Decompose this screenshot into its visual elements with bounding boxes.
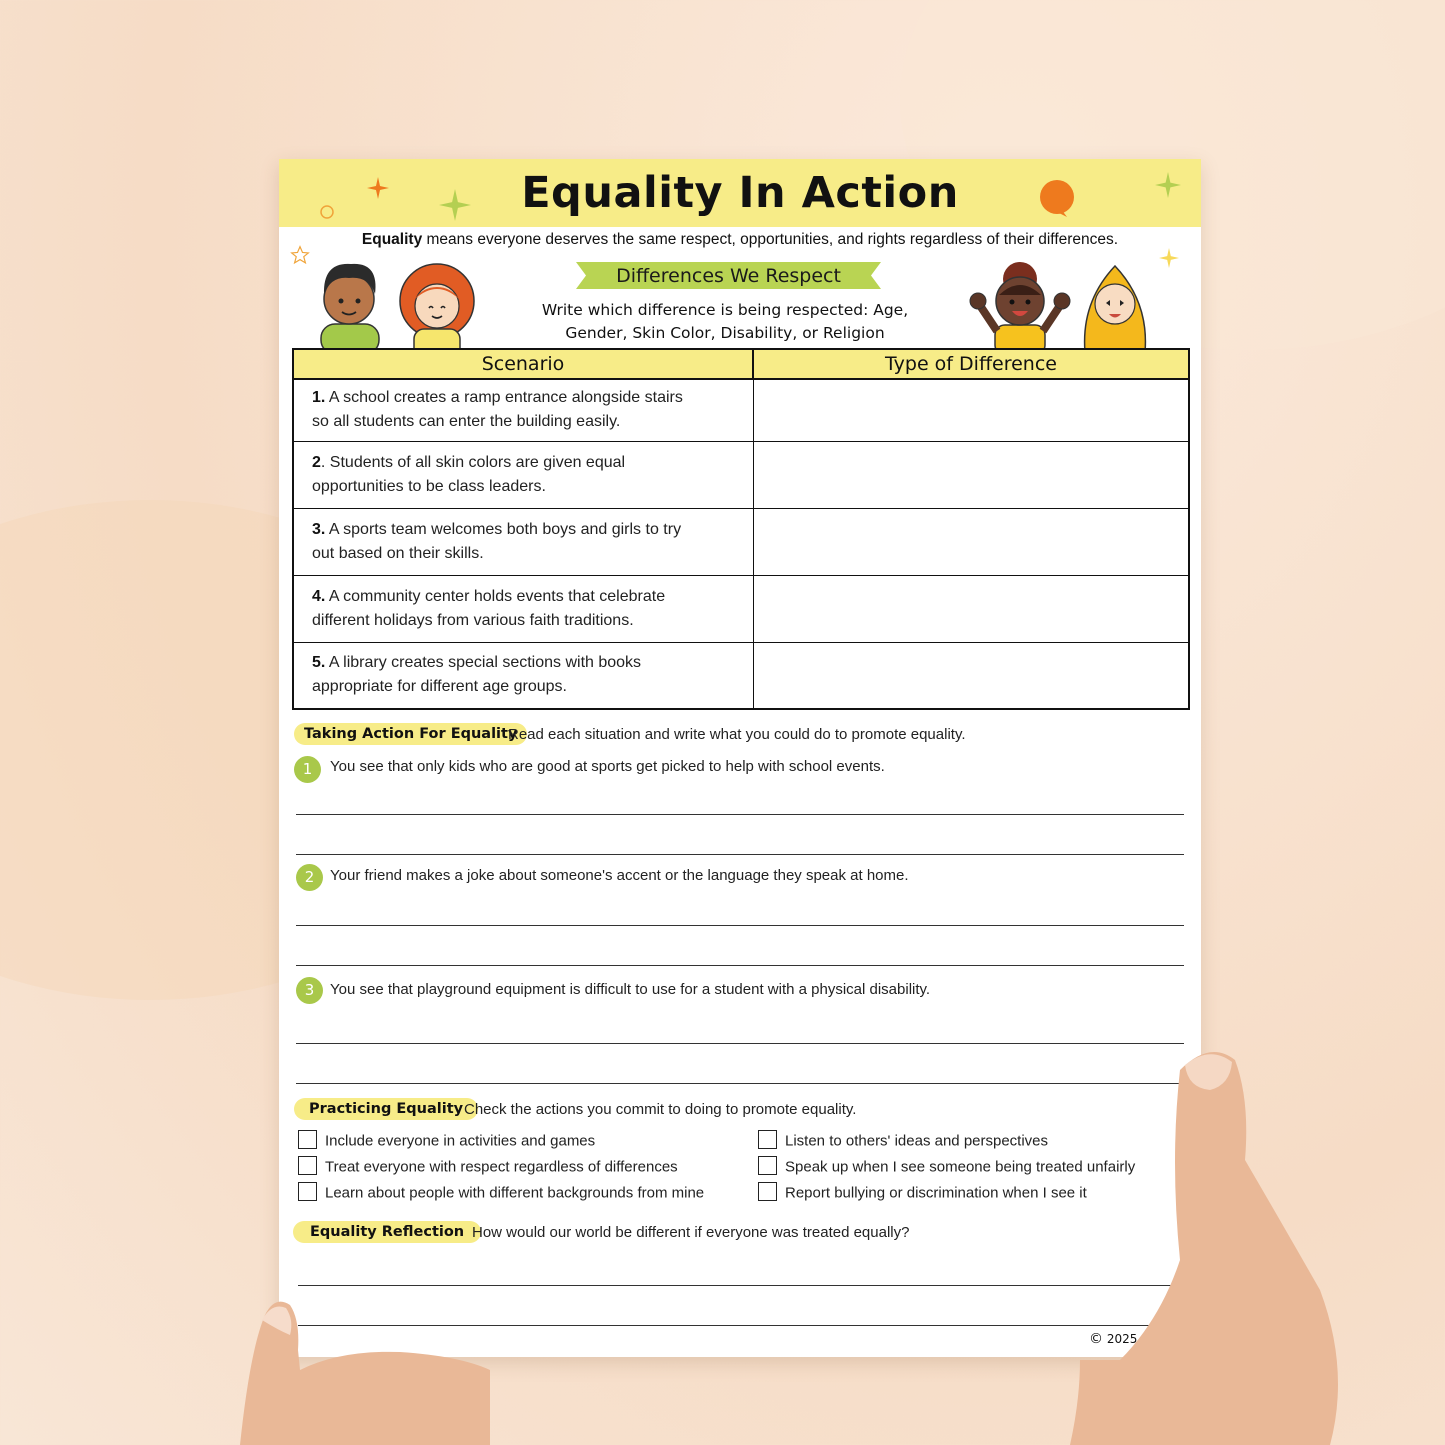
- answer-line[interactable]: [298, 1285, 1184, 1286]
- checkbox[interactable]: [298, 1182, 317, 1201]
- scenario-cell: 4. A community center holds events that celebrate different holidays from various faith traditions.: [293, 575, 753, 642]
- table-row: [293, 642, 1189, 709]
- circle-outline-icon: [319, 204, 335, 220]
- worksheet-title: Equality In Action: [521, 168, 959, 218]
- reflection-question: How would our world be different if everyone was treated equally?: [472, 1224, 910, 1241]
- table-row: [293, 441, 1189, 508]
- girl-hijab-illustration: [1079, 262, 1151, 350]
- checkbox-item[interactable]: Report bullying or discrimination when I see it: [758, 1184, 1087, 1203]
- green-sparkle-icon: [439, 189, 471, 221]
- answer-cell[interactable]: [753, 575, 1189, 642]
- right-hand: [1060, 1040, 1360, 1445]
- girl-cheering-illustration: [965, 259, 1075, 351]
- checkbox-item[interactable]: Listen to others' ideas and perspectives: [758, 1132, 1048, 1151]
- checkbox-item[interactable]: Learn about people with different backgrounds from mine: [298, 1184, 704, 1203]
- yellow-sparkle-icon: [1159, 248, 1179, 268]
- column-header-scenario: Scenario: [293, 349, 753, 379]
- checkbox[interactable]: [298, 1130, 317, 1149]
- section-heading: Differences We Respect: [616, 265, 841, 287]
- answer-cell[interactable]: [753, 379, 1189, 441]
- answer-cell[interactable]: [753, 441, 1189, 508]
- scenario-cell: 1. A school creates a ramp entrance alongside stairs so all students can enter the building easily.: [293, 379, 753, 441]
- table-instructions: Write which difference is being respected: Age, Gender, Skin Color, Disability, or Religion: [541, 301, 909, 342]
- answer-line[interactable]: [296, 1083, 1184, 1084]
- section-label-reflection: Equality Reflection: [293, 1221, 481, 1243]
- column-header-type: Type of Difference: [753, 349, 1189, 379]
- speech-bubble-icon: [1037, 179, 1077, 219]
- question-1-text: You see that only kids who are good at sports get picked to help with school events.: [330, 758, 885, 775]
- green-sparkle-icon: [1155, 172, 1181, 198]
- practicing-instructions: Check the actions you commit to doing to promote equality.: [464, 1101, 857, 1118]
- question-3-text: You see that playground equipment is difficult to use for a student with a physical disability.: [330, 981, 931, 998]
- checkbox[interactable]: [758, 1156, 777, 1175]
- section-label-taking-action: Taking Action For Equality: [294, 723, 527, 745]
- answer-line[interactable]: [296, 925, 1184, 926]
- checkbox-item[interactable]: Speak up when I see someone being treated unfairly: [758, 1158, 1135, 1177]
- answer-cell[interactable]: [753, 642, 1189, 709]
- checkbox[interactable]: [298, 1156, 317, 1175]
- copyright-notice: © 2025: [1089, 1331, 1138, 1347]
- table-row: [293, 508, 1189, 575]
- scenario-table: [292, 348, 1190, 710]
- boy-illustration: [311, 254, 391, 349]
- left-hand: [200, 1290, 500, 1445]
- checkbox[interactable]: [758, 1182, 777, 1201]
- answer-line[interactable]: [296, 1043, 1184, 1044]
- answer-line[interactable]: [296, 965, 1184, 966]
- section-label-practicing: Practicing Equality: [294, 1098, 478, 1120]
- answer-line[interactable]: [296, 854, 1184, 855]
- taking-action-instructions: Read each situation and write what you could do to promote equality.: [508, 726, 966, 743]
- scenario-cell: 3. A sports team welcomes both boys and girls to try out based on their skills.: [293, 508, 753, 575]
- answer-line[interactable]: [296, 814, 1184, 815]
- question-2-text: Your friend makes a joke about someone's accent or the language they speak at home.: [330, 867, 909, 884]
- checkbox-item[interactable]: Treat everyone with respect regardless of differences: [298, 1158, 678, 1177]
- table-row: [293, 379, 1189, 441]
- question-number-3: 3: [296, 977, 323, 1004]
- table-row: [293, 575, 1189, 642]
- orange-star-icon: [367, 177, 389, 199]
- question-number-2: 2: [296, 864, 323, 891]
- scenario-cell: 2. Students of all skin colors are given equal opportunities to be class leaders.: [293, 441, 753, 508]
- checkbox[interactable]: [758, 1130, 777, 1149]
- answer-cell[interactable]: [753, 508, 1189, 575]
- intro-text: Equality means everyone deserves the same respect, opportunities, and rights regardless of their differences.: [361, 231, 1119, 248]
- checkbox-item[interactable]: Include everyone in activities and games: [298, 1132, 595, 1151]
- girl-red-hair-illustration: [396, 261, 478, 351]
- scenario-cell: 5. A library creates special sections with books appropriate for different age groups.: [293, 642, 753, 709]
- copyright-icon: ©: [1089, 1331, 1103, 1347]
- question-number-1: 1: [294, 756, 321, 783]
